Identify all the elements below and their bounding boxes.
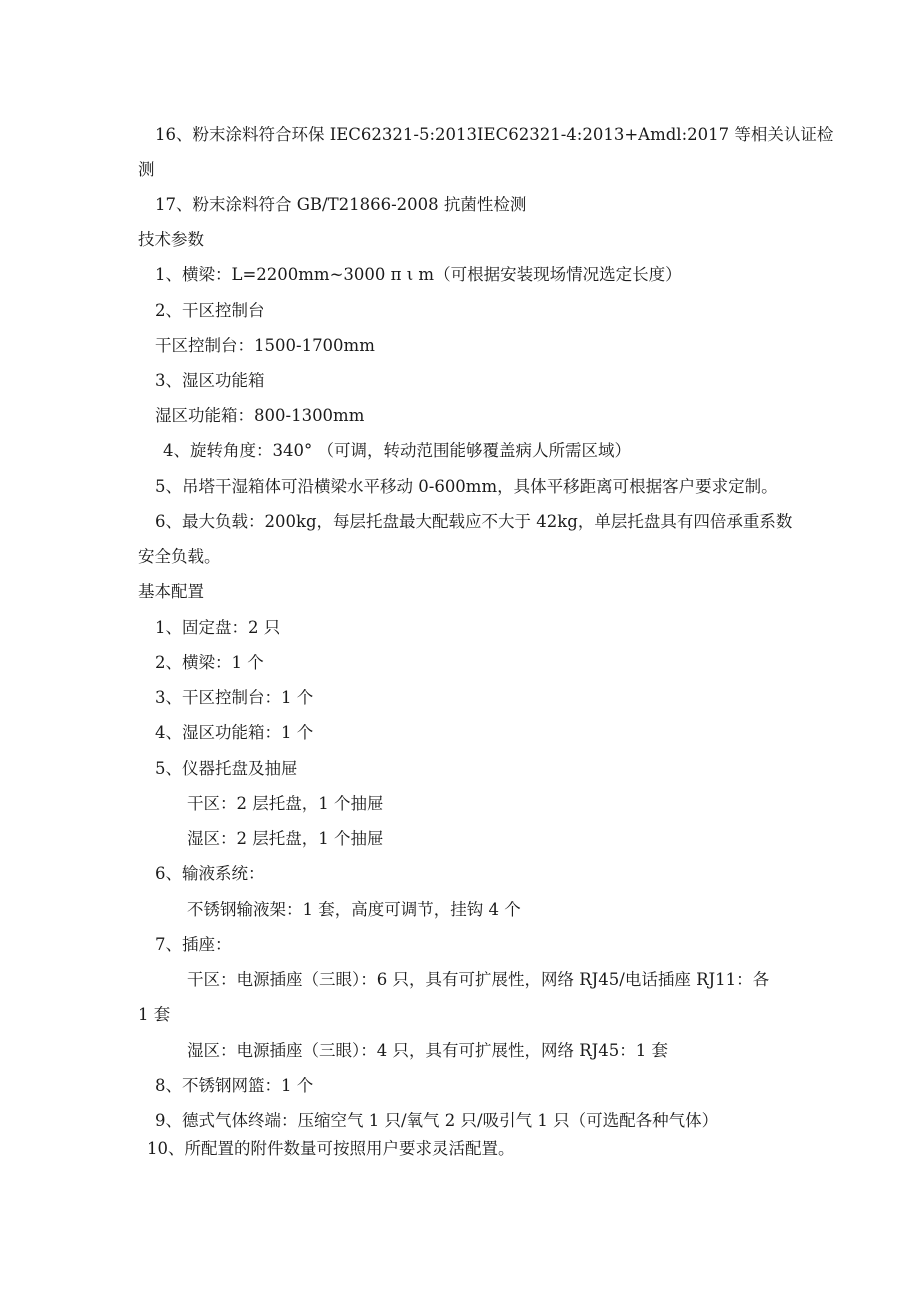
text-line: 干区控制台：1500-1700mm [155, 336, 375, 355]
text-line: 6、输液系统： [155, 864, 265, 883]
text-line: 3、干区控制台：1 个 [155, 688, 314, 707]
text-line: 3、湿区功能箱 [155, 371, 265, 390]
text-line: 5、仪器托盘及抽屉 [155, 759, 298, 778]
text-line: 湿区：2 层托盘，1 个抽屉 [187, 829, 384, 848]
text-line: 1、固定盘：2 只 [155, 618, 281, 637]
text-line: 10、所配置的附件数量可按照用户要求灵活配置。 [147, 1139, 515, 1158]
text-line: 测 [138, 160, 155, 179]
section-heading: 基本配置 [138, 582, 204, 601]
text-line: 干区：2 层托盘，1 个抽屉 [187, 794, 384, 813]
text-line: 9、德式气体终端：压缩空气 1 只/氧气 2 只/吸引气 1 只（可选配各种气体） [155, 1111, 719, 1130]
text-line: 8、不锈钢网篮：1 个 [155, 1076, 314, 1095]
text-line: 16、粉末涂料符合环保 IEC62321-5:2013IEC62321-4:2013+Amdl:2017 等相关认证检 [155, 125, 834, 144]
text-line: 5、吊塔干湿箱体可沿横梁水平移动 0-600mm，具体平移距离可根据客户要求定制。 [155, 477, 778, 496]
text-line: 6、最大负载：200kg，每层托盘最大配载应不大于 42kg，单层托盘具有四倍承重系数 [155, 512, 793, 531]
text-line: 1、横梁：L=2200mm~3000 π ι m（可根据安装现场情况选定长度） [155, 265, 682, 284]
section-heading: 技术参数 [138, 230, 204, 249]
text-line: 17、粉末涂料符合 GB/T21866-2008 抗菌性检测 [155, 195, 527, 214]
text-line: 湿区：电源插座（三眼）：4 只，具有可扩展性，网络 RJ45：1 套 [187, 1041, 669, 1060]
text-line: 2、干区控制台 [155, 301, 265, 320]
text-line: 4、旋转角度：340° （可调，转动范围能够覆盖病人所需区域） [163, 441, 631, 460]
text-line: 1 套 [138, 1005, 171, 1024]
text-line: 干区：电源插座（三眼）：6 只，具有可扩展性，网络 RJ45/电话插座 RJ11：各 [187, 970, 770, 989]
text-line: 不锈钢输液架：1 套，高度可调节，挂钩 4 个 [187, 900, 521, 919]
text-line: 4、湿区功能箱：1 个 [155, 723, 314, 742]
text-line: 2、横梁：1 个 [155, 653, 264, 672]
text-line: 安全负载。 [138, 547, 221, 566]
text-line: 7、插座： [155, 935, 232, 954]
text-line: 湿区功能箱：800-1300mm [155, 406, 365, 425]
